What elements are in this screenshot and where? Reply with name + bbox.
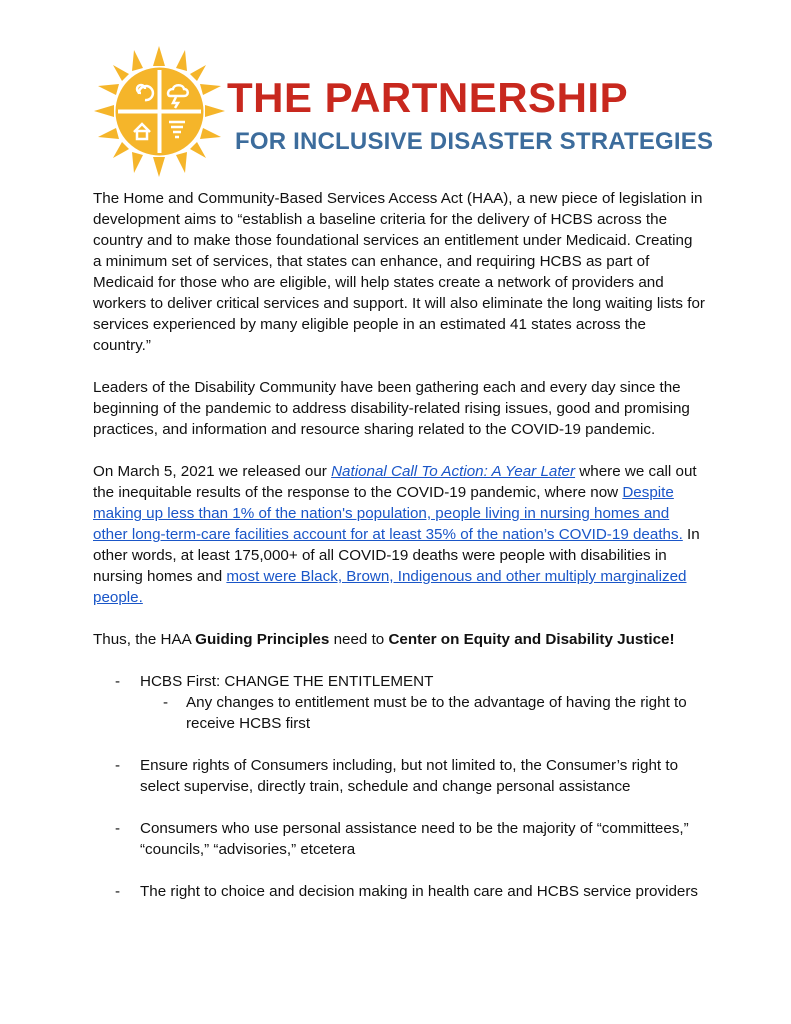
bold-guiding-principles: Guiding Principles — [195, 631, 330, 648]
principles-list — [93, 671, 705, 902]
list-item — [93, 755, 705, 797]
list-item-text: The right to choice and decision making in health care and HCBS service providers — [140, 883, 699, 900]
paragraph-call-to-action — [93, 461, 705, 608]
nursing-home-deaths-link[interactable]: Despite making up less than 1% of the nation's population, people living in nursing homes and other long-term-care facilities account for at least 35% of the nation’s COVID-19 deaths. — [93, 484, 683, 543]
paragraph-text: In other words, at least 175,000+ of all COVID-19 deaths were people with disabilities in nursing homes and — [93, 526, 700, 585]
list-item-text: Consumers who use personal assistance need to be the majority of “committees,” “councils,” “advisories,” etcetera — [140, 820, 689, 858]
sub-list — [140, 692, 705, 734]
national-call-to-action-link[interactable]: National Call To Action: A Year Later — [331, 463, 576, 480]
brand-subtitle: FOR INCLUSIVE DISASTER STRATEGIES — [235, 128, 714, 155]
header — [92, 44, 712, 179]
list-dash: - — [115, 757, 121, 774]
list-item — [93, 881, 705, 902]
list-item — [93, 671, 705, 734]
marginalized-people-link[interactable]: most were Black, Brown, Indigenous and other multiply marginalized people. — [93, 568, 687, 606]
bold-equity-justice: Center on Equity and Disability Justice! — [388, 631, 675, 648]
list-item-text: Ensure rights of Consumers including, but not limited to, the Consumer’s right to select supervise, directly train, schedule and change personal assistance — [140, 757, 679, 795]
list-item — [93, 818, 705, 860]
list-item-text: Any changes to entitlement must be to the advantage of having the right to receive HCBS first — [186, 694, 687, 732]
sun-disaster-logo-icon — [92, 44, 227, 179]
list-dash: - — [115, 883, 121, 900]
paragraph-text: On March 5, 2021 we released our — [93, 463, 332, 480]
document-body — [93, 188, 705, 923]
sub-list-item — [140, 692, 705, 734]
paragraph-guiding-principles — [93, 629, 705, 650]
list-dash: - — [115, 673, 121, 690]
paragraph-text: need to — [329, 631, 389, 648]
list-dash: - — [115, 820, 121, 837]
paragraph-disability-leaders: Leaders of the Disability Community have been gathering each and every day since the beginning of the pandemic to address disability-related rising issues, good and promising practices, and information and resource sharing related to the COVID-19 pandemic. — [93, 379, 690, 438]
list-dash: - — [163, 694, 169, 711]
brand-title: THE PARTNERSHIP — [227, 74, 629, 121]
list-item-text: HCBS First: CHANGE THE ENTITLEMENT — [140, 673, 434, 690]
paragraph-haa-intro: The Home and Community-Based Services Access Act (HAA), a new piece of legislation in development aims to “establish a baseline criteria for the delivery of HCBS across the country and to make those foundational services an entitlement under Medicaid. Creating a minimum set of services, that states can enhance, and requiring HCBS as part of Medicaid for those who are eligible, will help states create a network of providers and workers to deliver critical services and support. It will also eliminate the long waiting lists for services experienced by many eligible people in an estimated 41 states across the country.” — [93, 190, 705, 354]
paragraph-text: where we call out the inequitable results of the response to the COVID-19 pandemic, where now — [93, 463, 697, 501]
paragraph-text: Thus, the HAA — [93, 631, 196, 648]
